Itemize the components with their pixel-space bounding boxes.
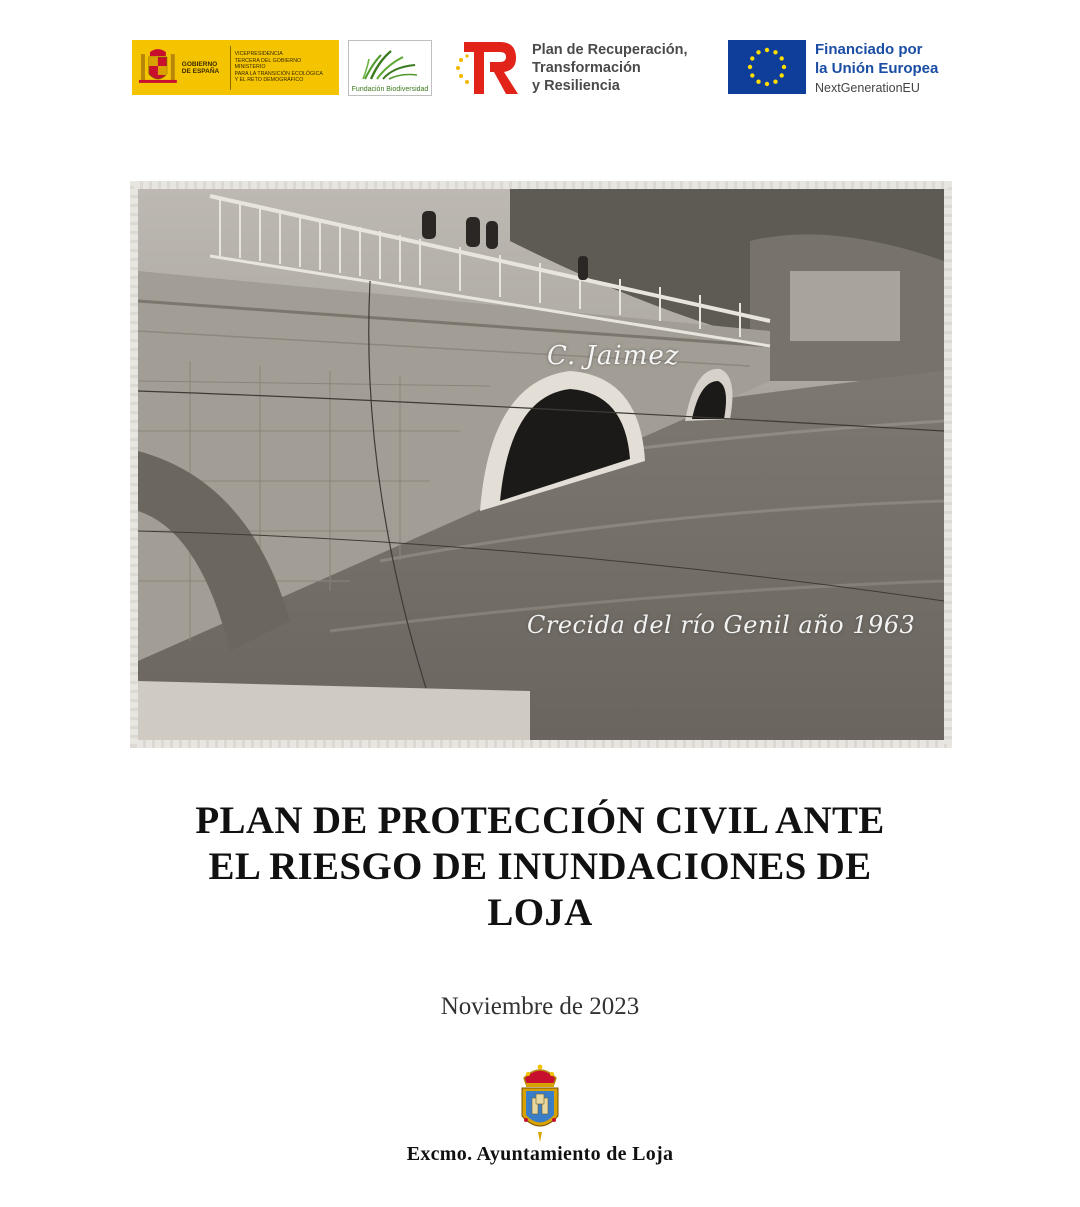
ministry-name: VICEPRESIDENCIA TERCERA DEL GOBIERNO MINISTERIO PARA LA TRANSICIÓN ECOLÓGICA Y EL RETO DEMOGRÁFICO — [234, 51, 323, 84]
gobierno-name: GOBIERNO DE ESPAÑA — [181, 60, 220, 75]
document-title — [100, 798, 980, 936]
prtr-logo — [452, 38, 722, 98]
prtr-tr-icon — [452, 40, 522, 96]
eu-star-icon — [756, 80, 760, 84]
issuing-authority: Excmo. Ayuntamiento de Loja — [406, 1143, 674, 1165]
eu-logo — [728, 40, 968, 96]
spain-coat-of-arms-icon — [138, 46, 178, 90]
eu-star-icon — [765, 82, 769, 86]
cover-photo — [130, 181, 952, 748]
prtr-text: Plan de Recuperación, Transformación y Resiliencia — [532, 42, 688, 94]
eu-star-icon — [750, 56, 754, 60]
eu-star-icon — [765, 48, 769, 52]
eu-star-icon — [780, 56, 784, 60]
eu-flag-icon — [728, 40, 806, 94]
loja-coat-of-arms-icon — [514, 1060, 566, 1144]
eu-star-icon — [782, 65, 786, 69]
eu-star-icon — [756, 50, 760, 54]
title-line-3: LOJA — [487, 891, 593, 934]
fundacion-label: Fundación Biodiversidad — [351, 86, 429, 93]
title-line-1: PLAN DE PROTECCIÓN CIVIL ANTE — [195, 799, 885, 842]
eu-star-icon — [773, 50, 777, 54]
gobierno-separator — [230, 46, 231, 90]
eu-text: Financiado por la Unión Europea NextGenerationEU — [815, 41, 939, 95]
eu-star-icon — [750, 73, 754, 77]
grass-icon — [361, 45, 419, 81]
logo-strip — [0, 38, 1080, 100]
eu-star-icon — [748, 65, 752, 69]
eu-star-icon — [773, 80, 777, 84]
gobierno-espana-logo — [132, 40, 339, 95]
photo-caption: Crecida del río Genil año 1963 — [527, 611, 916, 639]
title-line-2: EL RIESGO DE INUNDACIONES DE — [208, 845, 872, 888]
eu-star-icon — [780, 73, 784, 77]
photo-author: C. Jaimez — [547, 341, 680, 371]
flooded-bridge-photo — [130, 181, 952, 748]
fundacion-biodiversidad-logo — [348, 40, 432, 96]
document-date: Noviembre de 2023 — [440, 993, 640, 1020]
